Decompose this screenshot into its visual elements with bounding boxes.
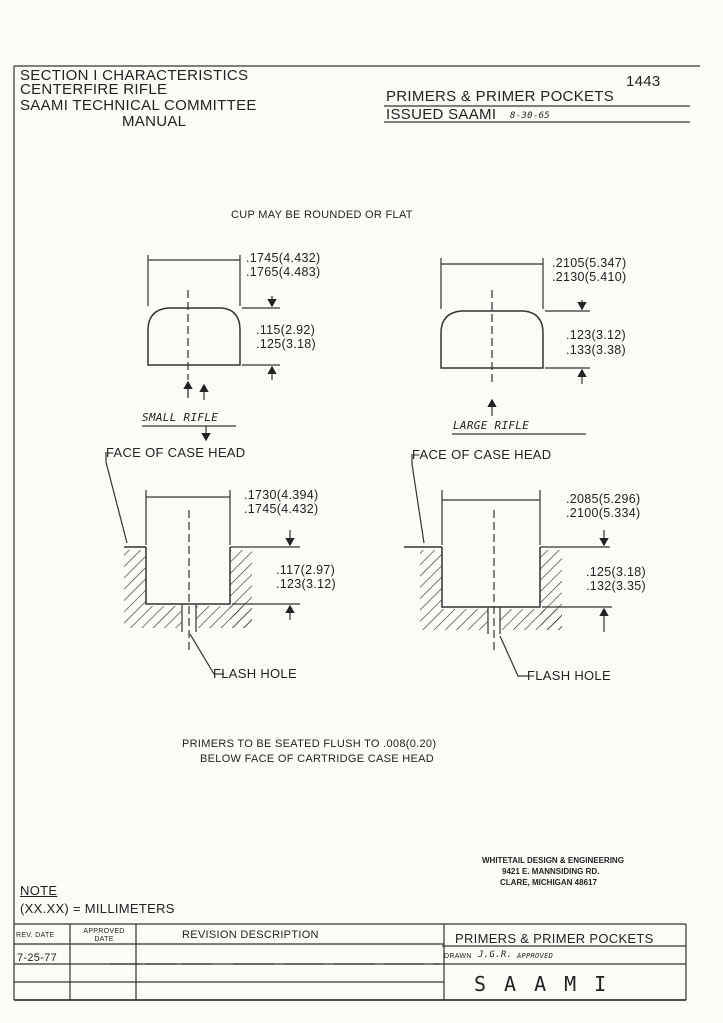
small-face-label: FACE OF CASE HEAD	[106, 445, 246, 460]
small-primer-height-max: .125(3.18)	[256, 337, 316, 351]
large-pocket-diameter-max: .2100(5.334)	[566, 506, 641, 520]
small-primer-diameter-min: .1745(4.432)	[246, 251, 321, 265]
stamp-line-1: WHITETAIL DESIGN & ENGINEERING	[482, 856, 624, 865]
large-pocket-diameter-min: .2085(5.296)	[566, 492, 641, 506]
stamp-line-2: 9421 E. MANNSIDING RD.	[502, 867, 600, 876]
large-primer-diameter-min: .2105(5.347)	[552, 256, 627, 270]
large-primer-pocket	[404, 454, 612, 676]
small-primer-height-min: .115(2.92)	[256, 323, 316, 337]
small-pocket-depth-min: .117(2.97)	[276, 563, 336, 577]
title-block-grid	[14, 924, 686, 1000]
small-pocket-depth-max: .123(3.12)	[276, 577, 336, 591]
large-face-label: FACE OF CASE HEAD	[412, 447, 552, 462]
small-primer-pocket	[106, 452, 300, 674]
large-pocket-depth-max: .132(3.35)	[586, 579, 646, 593]
note-text: (XX.XX) = MILLIMETERS	[20, 901, 175, 916]
seating-note-line-2: BELOW FACE OF CARTRIDGE CASE HEAD	[200, 753, 435, 765]
sheet-number: 1443	[626, 73, 661, 90]
large-flash-hole-label: FLASH HOLE	[527, 668, 611, 683]
small-rifle-label: SMALL RIFLE	[142, 411, 219, 424]
small-primer-cup	[148, 255, 280, 400]
small-pocket-diameter-max: .1745(4.432)	[244, 502, 319, 516]
approved-label: APPROVED	[517, 952, 554, 960]
small-pocket-diameter-min: .1730(4.394)	[244, 488, 319, 502]
large-primer-height-max: .133(3.38)	[566, 343, 626, 357]
issued-label: ISSUED SAAMI	[386, 106, 497, 123]
large-pocket-depth-min: .125(3.18)	[586, 565, 646, 579]
drawn-label: DRAWN	[444, 953, 472, 960]
large-rifle-label: LARGE RIFLE	[453, 419, 530, 432]
seating-note-line-1: PRIMERS TO BE SEATED FLUSH TO .008(0.20)	[182, 738, 437, 750]
title-block-title: PRIMERS & PRIMER POCKETS	[455, 931, 654, 946]
issued-date: 8-30-65	[510, 111, 551, 121]
revision-description-header: REVISION DESCRIPTION	[182, 929, 319, 941]
note-title: NOTE	[20, 883, 58, 898]
sheet-title: PRIMERS & PRIMER POCKETS	[386, 88, 615, 105]
section-line-2: CENTERFIRE RIFLE	[20, 81, 168, 98]
small-primer-diameter-max: .1765(4.483)	[246, 265, 321, 279]
section-line-1: SECTION I CHARACTERISTICS	[20, 67, 249, 84]
section-line-4: MANUAL	[122, 113, 187, 130]
large-primer-diameter-max: .2130(5.410)	[552, 270, 627, 284]
small-flash-hole-label: FLASH HOLE	[213, 666, 297, 681]
section-line-3: SAAMI TECHNICAL COMMITTEE	[20, 97, 257, 114]
large-primer-height-min: .123(3.12)	[566, 328, 626, 342]
rev-date-header: REV. DATE	[16, 932, 55, 939]
stamp-line-3: CLARE, MICHIGAN 48617	[500, 878, 597, 887]
saami-code: SAAMI	[474, 972, 625, 996]
approved-date-header: APPROVED DATE	[83, 928, 125, 943]
cup-note: CUP MAY BE ROUNDED OR FLAT	[231, 209, 413, 221]
drawn-by: J.G.R.	[478, 950, 513, 960]
rev-date-value: 7-25-77	[17, 952, 58, 964]
large-primer-cup	[441, 258, 590, 416]
